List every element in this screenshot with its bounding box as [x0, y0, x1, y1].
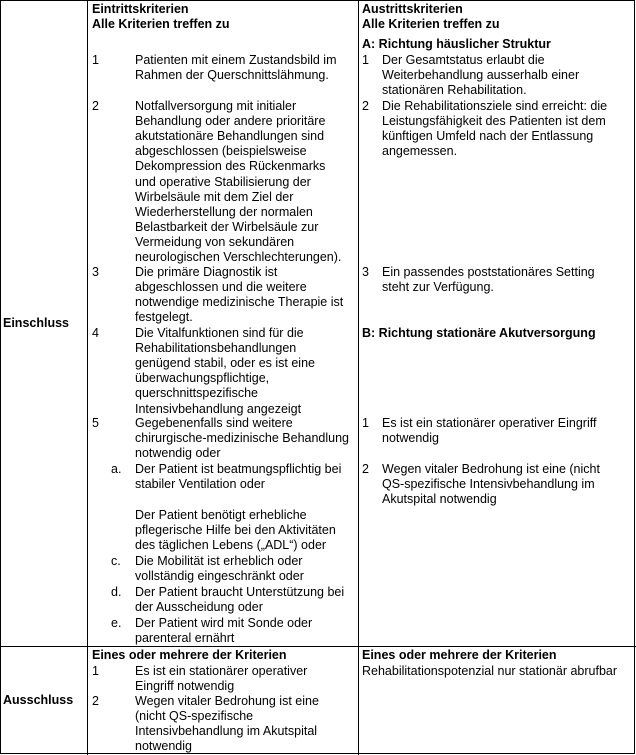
entry-subitem-line: Der Patient ist beatmungspflichtig bei [135, 462, 342, 476]
exit-b-item-2-line: Wegen vitaler Bedrohung ist eine (nicht [382, 462, 600, 476]
exit-a-item-1-marker: 1 [362, 53, 369, 67]
exit-a-item-1-line: Der Gesamtstatus erlaubt die [382, 53, 545, 67]
entry-item-5-line: Gegebenenfalls sind weitere [135, 416, 293, 430]
row-divider [0, 646, 636, 647]
entry-item-2-line: Vermeidung von sekundären [135, 234, 295, 249]
entry-subitem-line: Der Patient wird mit Sonde oder [135, 616, 313, 630]
entry-header: Eintrittskriterien [92, 2, 189, 16]
exclusion-entry-header: Eines oder mehrere der Kriterien [92, 648, 287, 662]
entry-item-4-line: überwachungspflichtige, [135, 371, 270, 386]
entry-subitem-marker: a. [111, 462, 122, 476]
exit-section-b: B: Richtung stationäre Akutversorgung [362, 326, 596, 340]
exit-a-item-2-line: künftigen Umfeld nach der Entlassung [382, 129, 594, 144]
entry-item-3-line: festgelegt. [135, 310, 193, 325]
entry-item-2-line: und operative Stabilisierung der [135, 174, 311, 189]
column-divider-label [87, 0, 88, 755]
entry-item-2-line: Dekompression des Rückenmarks [135, 159, 326, 174]
exit-a-item-3-line: steht zur Verfügung. [382, 280, 494, 295]
entry-item-4-line: Rehabilitationsbehandlungen [135, 341, 297, 356]
exit-section-a: A: Richtung häuslicher Struktur [362, 37, 551, 51]
entry-item-4-marker: 4 [92, 326, 99, 340]
entry-item-5-line: notwendig oder [135, 446, 221, 461]
exit-b-item-1-line: Es ist ein stationärer operativer Eingriff [382, 416, 597, 430]
exit-b-item-1-line: notwendig [382, 431, 439, 446]
exclusion-entry-item-2-line: notwendig [135, 739, 192, 754]
entry-item-3-marker: 3 [92, 265, 99, 279]
entry-subitem-marker: e. [111, 616, 122, 630]
entry-subitem-line: Der Patient benötigt erhebliche [135, 508, 307, 522]
entry-item-2-line: Behandlung oder andere prioritäre [135, 114, 326, 129]
exit-header: Austrittskriterien [362, 2, 463, 16]
entry-item-1-line: Patienten mit einem Zustandsbild im [135, 53, 337, 67]
entry-subitem-marker: c. [111, 554, 121, 568]
exit-b-item-2-marker: 2 [362, 462, 369, 476]
entry-item-1-marker: 1 [92, 53, 99, 67]
entry-subitem-line: der Ausscheidung oder [135, 600, 263, 615]
entry-subitem-marker: d. [111, 585, 122, 599]
entry-item-2-line: abgeschlossen (beispielsweise [135, 144, 307, 159]
entry-item-5-marker: 5 [92, 416, 99, 430]
exit-a-item-1-line: Weiterbehandlung ausserhalb einer [382, 68, 580, 83]
exclusion-entry-item-1-line: Es ist ein stationärer operativer [135, 664, 308, 678]
entry-subitem-line: Die Mobilität ist erheblich oder [135, 554, 303, 568]
row-label-include: Einschluss [3, 316, 69, 330]
row-label-exclude: Ausschluss [3, 693, 74, 707]
entry-subitem-line: Der Patient braucht Unterstützung bei [135, 585, 345, 599]
exit-a-item-2-line: Die Rehabilitationsziele sind erreicht: die [382, 99, 608, 113]
entry-item-2-line: neurologischen Verschlechterungen). [135, 250, 342, 264]
entry-item-2-line: Wirbelsäule mit dem Ziel der [135, 189, 294, 204]
entry-item-3-line: Die primäre Diagnostik ist [135, 265, 278, 279]
exclusion-entry-item-2-line: Intensivbehandlung im Akutspital [135, 724, 318, 739]
entry-subitem-line: parenteral ernährt [135, 631, 235, 646]
entry-item-4-line: querschnittspezifische [135, 386, 258, 401]
entry-item-3-line: notwendige medizinische Therapie ist [135, 295, 344, 310]
exclusion-exit-text: Rehabilitationspotenzial nur stationär abrufbar [362, 664, 618, 678]
entry-item-2-line: Notfallversorgung mit initialer [135, 99, 297, 113]
entry-item-2-line: Wiederherstellung der normalen [135, 204, 313, 219]
entry-subheader: Alle Kriterien treffen zu [92, 17, 230, 31]
entry-item-3-line: abgeschlossen und die weitere [135, 280, 307, 295]
entry-item-5-line: chirurgische-medizinische Behandlung [135, 431, 350, 446]
exit-b-item-2-line: QS-spezifische Intensivbehandlung im [382, 477, 595, 492]
entry-item-2-marker: 2 [92, 99, 99, 113]
exclusion-exit-header: Eines oder mehrere der Kriterien [362, 648, 557, 662]
exit-a-item-2-line: Leistungsfähigkeit des Patienten ist dem [382, 114, 606, 129]
exit-subheader: Alle Kriterien treffen zu [362, 17, 500, 31]
exclusion-entry-item-2-line: Wegen vitaler Bedrohung ist eine [135, 694, 319, 708]
entry-item-4-line: Die Vitalfunktionen sind für die [135, 326, 304, 340]
entry-item-1-line: Rahmen der Querschnittslähmung. [135, 68, 329, 83]
exclusion-entry-item-1-line: Eingriff notwendig [135, 679, 235, 694]
exit-a-item-2-marker: 2 [362, 99, 369, 113]
entry-item-2-line: Belastbarkeit der Wirbelsäule zur [135, 219, 319, 234]
exit-a-item-3-line: Ein passendes poststationäres Setting [382, 265, 595, 279]
entry-subitem-line: stabiler Ventilation oder [135, 477, 265, 492]
exit-b-item-1-marker: 1 [362, 416, 369, 430]
exclusion-entry-item-2-marker: 2 [92, 694, 99, 708]
exit-a-item-1-line: stationären Rehabilitation. [382, 83, 527, 98]
entry-subitem-line: des täglichen Lebens („ADL“) oder [135, 538, 327, 553]
exit-a-item-2-line: angemessen. [382, 144, 458, 159]
entry-item-4-line: Intensivbehandlung angezeigt [135, 401, 302, 416]
entry-item-4-line: genügend stabil, oder es ist eine [135, 356, 315, 371]
exclusion-entry-item-2-line: (nicht QS-spezifische [135, 709, 254, 724]
column-divider-middle [358, 0, 359, 755]
exit-a-item-3-marker: 3 [362, 265, 369, 279]
exit-b-item-2-line: Akutspital notwendig [382, 492, 497, 507]
entry-item-2-line: akutstationäre Behandlungen sind [135, 129, 325, 144]
exclusion-entry-item-1-marker: 1 [92, 664, 99, 678]
entry-subitem-line: vollständig eingeschränkt oder [135, 569, 304, 584]
entry-subitem-line: pflegerische Hilfe bei den Aktivitäten [135, 523, 336, 538]
